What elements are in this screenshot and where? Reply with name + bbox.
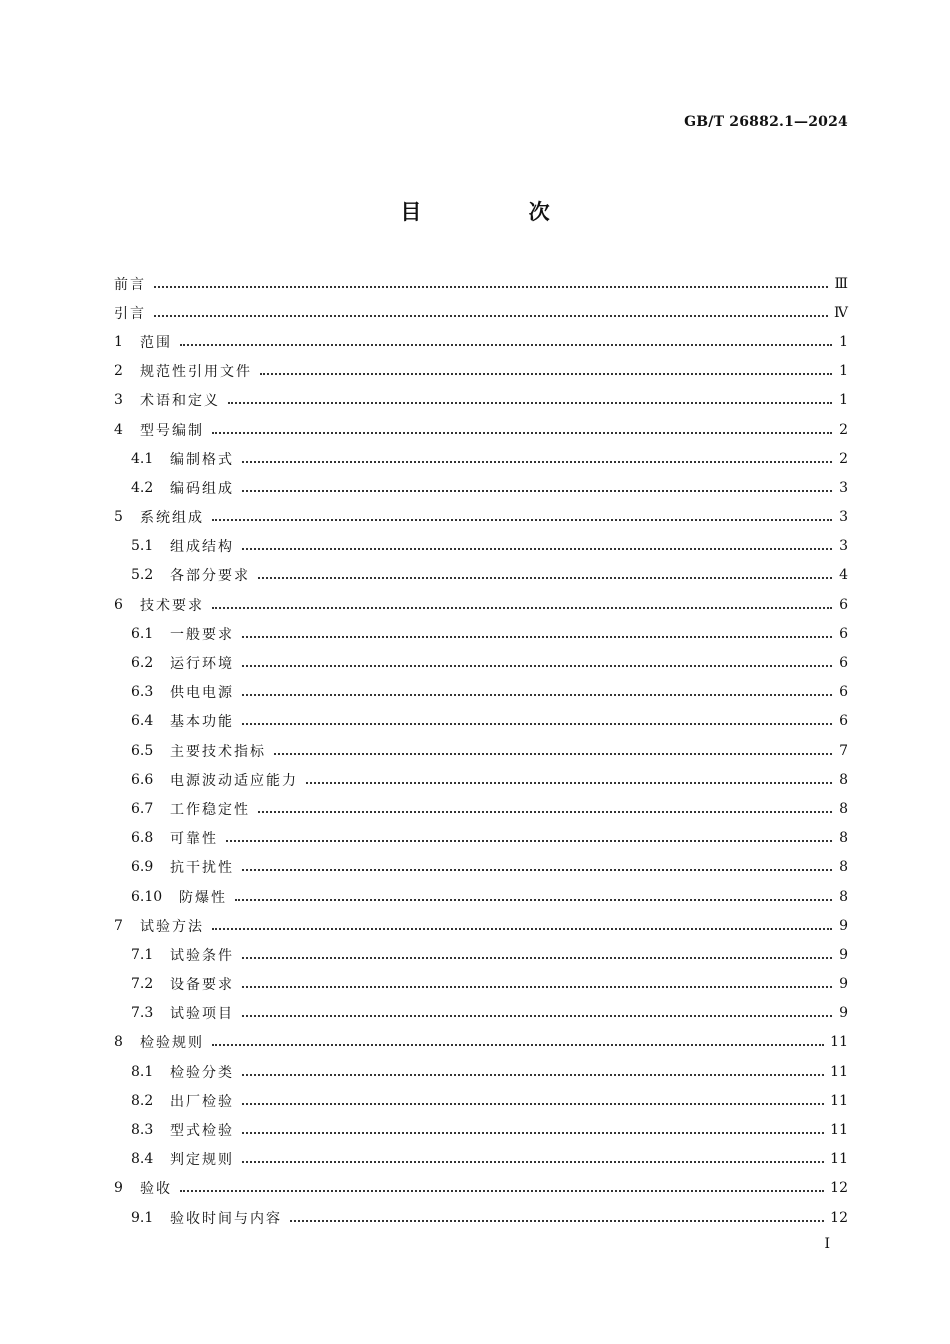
toc-leader-dots — [212, 1035, 824, 1049]
toc-leader-dots — [242, 714, 832, 728]
toc-entry-page: 12 — [830, 1209, 848, 1226]
toc-entry-title: 前言 — [114, 276, 146, 293]
toc-entry[interactable] — [114, 386, 848, 415]
toc-entry-title: 试验方法 — [140, 918, 204, 935]
toc-entry-number: 6.10 — [131, 888, 163, 905]
toc-leader-dots — [180, 335, 832, 349]
toc-entry-title: 技术要求 — [140, 597, 204, 614]
toc-entry-page: 3 — [839, 509, 848, 526]
toc-entry-page: 6 — [839, 655, 848, 672]
toc-entry-title: 试验项目 — [170, 1006, 234, 1023]
toc-entry-number: 5.1 — [131, 538, 154, 555]
toc-entry-number: 7 — [114, 917, 123, 934]
toc-entry-title: 运行环境 — [170, 656, 234, 673]
toc-entry-page: 8 — [839, 800, 848, 817]
toc-leader-dots — [242, 977, 832, 991]
toc-leader-dots — [242, 1123, 824, 1137]
toc-entry-page: 8 — [839, 888, 848, 905]
toc-entry[interactable] — [114, 415, 848, 444]
toc-entry-title: 可靠性 — [170, 831, 218, 848]
toc-entry-title: 引言 — [114, 305, 146, 322]
toc-entry-title: 一般要求 — [170, 626, 234, 643]
toc-entry-title: 检验规则 — [140, 1035, 204, 1052]
document-code: GB/T 26882.1—2024 — [684, 114, 848, 130]
toc-entry-page: 3 — [839, 479, 848, 496]
toc-entry-number: 9 — [114, 1180, 123, 1197]
toc-entry-page: 11 — [830, 1034, 848, 1051]
toc-leader-dots — [212, 919, 832, 933]
toc-leader-dots — [180, 1181, 824, 1195]
toc-entry-page: 7 — [839, 742, 848, 759]
toc-entry[interactable] — [114, 1145, 848, 1174]
toc-entry-page: 4 — [839, 567, 848, 584]
toc-entry[interactable] — [114, 678, 848, 707]
toc-leader-dots — [226, 831, 832, 845]
toc-entry[interactable] — [114, 503, 848, 532]
toc-entry-page: 2 — [839, 421, 848, 438]
toc-entry-number: 6.8 — [131, 830, 154, 847]
toc-entry[interactable] — [114, 1203, 848, 1232]
toc-entry-page: 3 — [839, 538, 848, 555]
toc-entry-number: 6.3 — [131, 684, 154, 701]
toc-entry-page: Ⅲ — [834, 275, 848, 292]
toc-leader-dots — [212, 598, 832, 612]
toc-entry[interactable] — [114, 532, 848, 561]
toc-leader-dots — [242, 539, 832, 553]
toc-entry-title: 各部分要求 — [170, 568, 250, 585]
toc-entry[interactable] — [114, 970, 848, 999]
toc-entry[interactable] — [114, 1086, 848, 1115]
toc-entry-number: 5 — [114, 509, 123, 526]
toc-entry-number: 5.2 — [131, 567, 154, 584]
toc-entry-page: 11 — [830, 1151, 848, 1168]
toc-entry[interactable] — [114, 327, 848, 356]
toc-entry-title: 术语和定义 — [140, 393, 220, 410]
toc-entry-page: 6 — [839, 596, 848, 613]
toc-entry-number: 6.2 — [131, 655, 154, 672]
toc-entry-number: 6.1 — [131, 625, 154, 642]
toc-entry[interactable] — [114, 853, 848, 882]
toc-entry-title: 规范性引用文件 — [140, 364, 252, 381]
toc-entry-page: 11 — [830, 1063, 848, 1080]
toc-entry-number: 2 — [114, 363, 123, 380]
toc-leader-dots — [258, 568, 832, 582]
toc-entry-title: 防爆性 — [179, 889, 227, 906]
toc-entry-title: 型号编制 — [140, 422, 204, 439]
toc-entry-number: 8.3 — [131, 1122, 154, 1139]
toc-entry-page: 11 — [830, 1122, 848, 1139]
toc-leader-dots — [242, 452, 832, 466]
toc-entry-title: 编码组成 — [170, 480, 234, 497]
toc-entry-number: 7.1 — [131, 946, 154, 963]
toc-entry[interactable] — [114, 473, 848, 502]
toc-entry[interactable] — [114, 648, 848, 677]
toc-entry[interactable] — [114, 1115, 848, 1144]
toc-leader-dots — [242, 685, 832, 699]
toc-entry-page: 1 — [839, 333, 848, 350]
toc-entry[interactable] — [114, 444, 848, 473]
toc-entry-page: 1 — [839, 363, 848, 380]
toc-entry-title: 基本功能 — [170, 714, 234, 731]
toc-entry-page: 9 — [839, 917, 848, 934]
toc-entry-page: Ⅳ — [834, 304, 848, 321]
toc-entry[interactable] — [114, 765, 848, 794]
toc-entry[interactable] — [114, 269, 848, 298]
toc-leader-dots — [290, 1211, 824, 1225]
toc-entry-number: 8.1 — [131, 1063, 154, 1080]
table-of-contents — [114, 269, 848, 1232]
toc-leader-dots — [274, 744, 832, 758]
toc-entry-page: 8 — [839, 859, 848, 876]
toc-entry[interactable] — [114, 736, 848, 765]
toc-leader-dots — [228, 393, 832, 407]
toc-entry-title: 工作稳定性 — [170, 801, 250, 818]
toc-entry-title: 编制格式 — [170, 451, 234, 468]
toc-entry[interactable] — [114, 824, 848, 853]
toc-entry-number: 4.2 — [131, 479, 154, 496]
toc-entry-title: 供电电源 — [170, 685, 234, 702]
toc-entry-number: 6 — [114, 596, 123, 613]
toc-entry-title: 型式检验 — [170, 1123, 234, 1140]
toc-entry[interactable] — [114, 940, 848, 969]
toc-entry-number: 6.4 — [131, 713, 154, 730]
toc-entry[interactable] — [114, 590, 848, 619]
toc-entry-title: 试验条件 — [170, 947, 234, 964]
toc-entry-page: 2 — [839, 450, 848, 467]
toc-entry[interactable] — [114, 1057, 848, 1086]
toc-entry-number: 6.5 — [131, 742, 154, 759]
toc-entry-title: 检验分类 — [170, 1064, 234, 1081]
toc-entry-number: 3 — [114, 392, 123, 409]
toc-leader-dots — [242, 1094, 824, 1108]
page-number: I — [824, 1236, 830, 1252]
toc-leader-dots — [242, 481, 832, 495]
toc-entry-page: 12 — [830, 1180, 848, 1197]
toc-entry-page: 6 — [839, 625, 848, 642]
toc-entry-number: 1 — [114, 333, 123, 350]
toc-entry-number: 8 — [114, 1034, 123, 1051]
toc-entry[interactable] — [114, 357, 848, 386]
toc-leader-dots — [242, 656, 832, 670]
toc-leader-dots — [235, 890, 832, 904]
toc-entry[interactable] — [114, 1028, 848, 1057]
toc-leader-dots — [154, 306, 828, 320]
toc-leader-dots — [242, 1152, 824, 1166]
toc-entry-number: 9.1 — [131, 1209, 154, 1226]
toc-entry[interactable] — [114, 1174, 848, 1203]
toc-entry-title: 验收 — [140, 1181, 172, 1198]
toc-leader-dots — [306, 773, 832, 787]
toc-leader-dots — [258, 802, 832, 816]
toc-entry-page: 6 — [839, 713, 848, 730]
toc-entry-page: 9 — [839, 946, 848, 963]
toc-entry-number: 7.2 — [131, 976, 154, 993]
toc-entry-page: 1 — [839, 392, 848, 409]
toc-leader-dots — [154, 277, 828, 291]
toc-entry-page: 8 — [839, 771, 848, 788]
toc-leader-dots — [212, 423, 832, 437]
toc-leader-dots — [242, 627, 832, 641]
toc-entry-title: 验收时间与内容 — [170, 1210, 282, 1227]
toc-entry-page: 8 — [839, 830, 848, 847]
toc-entry-number: 4.1 — [131, 450, 154, 467]
toc-entry[interactable] — [114, 619, 848, 648]
toc-entry-number: 6.6 — [131, 771, 154, 788]
toc-entry-title: 设备要求 — [170, 977, 234, 994]
toc-leader-dots — [212, 510, 832, 524]
toc-leader-dots — [242, 1065, 824, 1079]
toc-entry-number: 8.2 — [131, 1092, 154, 1109]
toc-entry-number: 6.7 — [131, 800, 154, 817]
toc-title: 目 次 — [400, 200, 600, 224]
toc-entry-number: 8.4 — [131, 1151, 154, 1168]
toc-entry[interactable] — [114, 561, 848, 590]
toc-entry-title: 判定规则 — [170, 1152, 234, 1169]
toc-entry-title: 范围 — [140, 334, 172, 351]
toc-entry[interactable] — [114, 794, 848, 823]
toc-entry[interactable] — [114, 298, 848, 327]
toc-entry-page: 6 — [839, 684, 848, 701]
toc-entry-page: 9 — [839, 976, 848, 993]
toc-entry-number: 4 — [114, 421, 123, 438]
toc-entry[interactable] — [114, 882, 848, 911]
toc-entry-title: 系统组成 — [140, 510, 204, 527]
toc-entry[interactable] — [114, 707, 848, 736]
toc-entry[interactable] — [114, 999, 848, 1028]
toc-entry-title: 出厂检验 — [170, 1093, 234, 1110]
toc-entry-title: 抗干扰性 — [170, 860, 234, 877]
toc-entry-title: 组成结构 — [170, 539, 234, 556]
toc-entry[interactable] — [114, 911, 848, 940]
toc-entry-number: 6.9 — [131, 859, 154, 876]
toc-leader-dots — [260, 364, 832, 378]
toc-entry-number: 7.3 — [131, 1005, 154, 1022]
toc-leader-dots — [242, 948, 832, 962]
toc-entry-page: 9 — [839, 1005, 848, 1022]
toc-entry-page: 11 — [830, 1092, 848, 1109]
toc-entry-title: 电源波动适应能力 — [170, 772, 298, 789]
toc-leader-dots — [242, 1006, 832, 1020]
toc-leader-dots — [242, 860, 832, 874]
toc-entry-title: 主要技术指标 — [170, 743, 266, 760]
